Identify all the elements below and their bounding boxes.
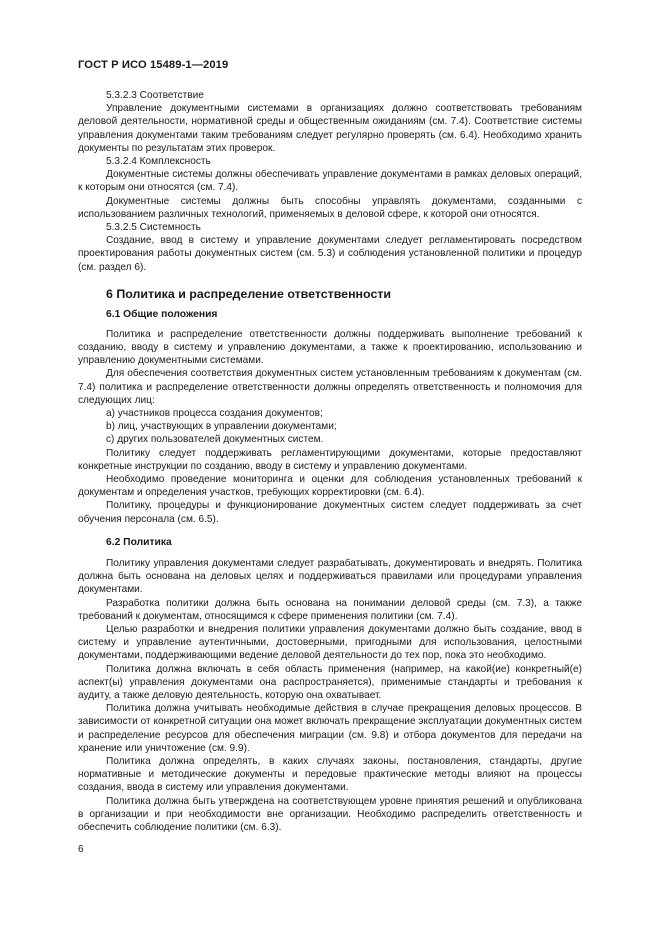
paragraph: Разработка политики должна быть основана на понимании деловой среды (см. 7.3), а также требований к документам, относящимся к сфере применения политики (см. 7.4). xyxy=(78,597,582,622)
paragraph: Целью разработки и внедрения политики управления документами должно быть создание, ввод в систему и управление аутентичными, достоверными, пригодными для использования, целостными документами, поддерживающими ведение деловой деятельности до тех пор, пока это необходимо. xyxy=(78,623,582,662)
paragraph: Политику управления документами следует разрабатывать, документировать и внедрять. Политика должна быть основана на деловых целях и поддерживаться правилами или процедурами управления документами. xyxy=(78,557,582,596)
paragraph: Политика должна включать в себя область применения (например, на какой(ие) конкретный(е) аспект(ы) управления документами она распространяется), применимые стандарты и требования к аудиту, а также деловую деятельность, которую она охватывает. xyxy=(78,663,582,701)
clause-number: 5.3.2.5 Системность xyxy=(106,222,201,234)
list-item: a) участников процесса создания документов; xyxy=(106,408,323,420)
subsection-heading: 6.1 Общие положения xyxy=(106,308,218,320)
paragraph: Необходимо проведение мониторинга и оценки для соблюдения установленных требований к документам и определения участков, требующих корректировки (см. 6.4). xyxy=(78,474,582,499)
section-heading: 6 Политика и распределение ответственности xyxy=(106,286,392,301)
paragraph: Политика должна быть утверждена на соответствующем уровне принятия решений и опубликована в организации и при необходимости вне организации. Необходимо распределить ответственность и обеспечить соблюдение политики (см. 6.3). xyxy=(78,795,582,833)
subsection-heading: 6.2 Политика xyxy=(106,536,172,548)
page-number: 6 xyxy=(78,844,84,855)
page-content xyxy=(78,89,582,834)
clause-number: 5.3.2.4 Комплексность xyxy=(106,156,211,168)
paragraph: Политика должна определять, в каких случаях законы, постановления, стандарты, другие нормативные и методические документы и передовые практические методы влияют на процессы создания, ввода в систему или управления документами. xyxy=(78,755,582,794)
paragraph: Создание, ввод в систему и управление документами следует регламентировать посредством проектирования работы документных систем (см. 5.3) и соблюдения установленной политики и процедур (см. раздел 6). xyxy=(78,235,582,273)
paragraph: Политика и распределение ответственности должны поддерживать выполнение требований к созданию, вводу в систему и управлению документами, а также к проектированию, использованию и управлению документными системами. xyxy=(78,328,582,367)
paragraph: Управление документными системами в организациях должно соответствовать требованиям деловой деятельности, нормативной среды и общественным ожиданиям (см. 7.4). Соответствие системы управления документами таким требованиям следует регулярно проверять (см. 6.4). Необходимо хранить документы по результатам этих проверок. xyxy=(78,103,582,154)
list-item: b) лиц, участвующих в управлении документами; xyxy=(106,421,337,433)
list xyxy=(78,407,582,447)
paragraph: Политику следует поддерживать регламентирующими документами, которые предоставляют конкретные инструкции по созданию, вводу в систему и управлению документами. xyxy=(78,447,582,472)
paragraph: Документные системы должны обеспечивать управление документами в рамках деловых операций, к которым они относятся (см. 7.4). xyxy=(78,169,582,194)
clause-number: 5.3.2.3 Соответствие xyxy=(106,90,204,101)
paragraph: Для обеспечения соответствия документных систем установленным требованиям к документам (см. 7.4) политика и распределение ответственности должны определять ответственность и полномочия для следующих лиц: xyxy=(78,368,582,406)
paragraph: Документные системы должны быть способны управлять документами, созданными с использованием различных технологий, применяемых в деловой сфере, к которой они относятся. xyxy=(78,195,582,220)
document-header: ГОСТ Р ИСО 15489-1—2019 xyxy=(78,59,229,71)
paragraph: Политика должна учитывать необходимые действия в случае прекращения деловых процессов. В зависимости от конкретной ситуации она может включать прекращение эксплуатации документных систем и распределение ресурсов для обеспечения миграции (см. 9.8) и отбора документов для передачи на хранение или уничтожение (см. 9.9). xyxy=(78,703,582,754)
paragraph: Политику, процедуры и функционирование документных систем следует поддерживать за счет обучения персонала (см. 6.5). xyxy=(78,500,582,525)
list-item: c) других пользователей документных систем. xyxy=(106,434,324,446)
